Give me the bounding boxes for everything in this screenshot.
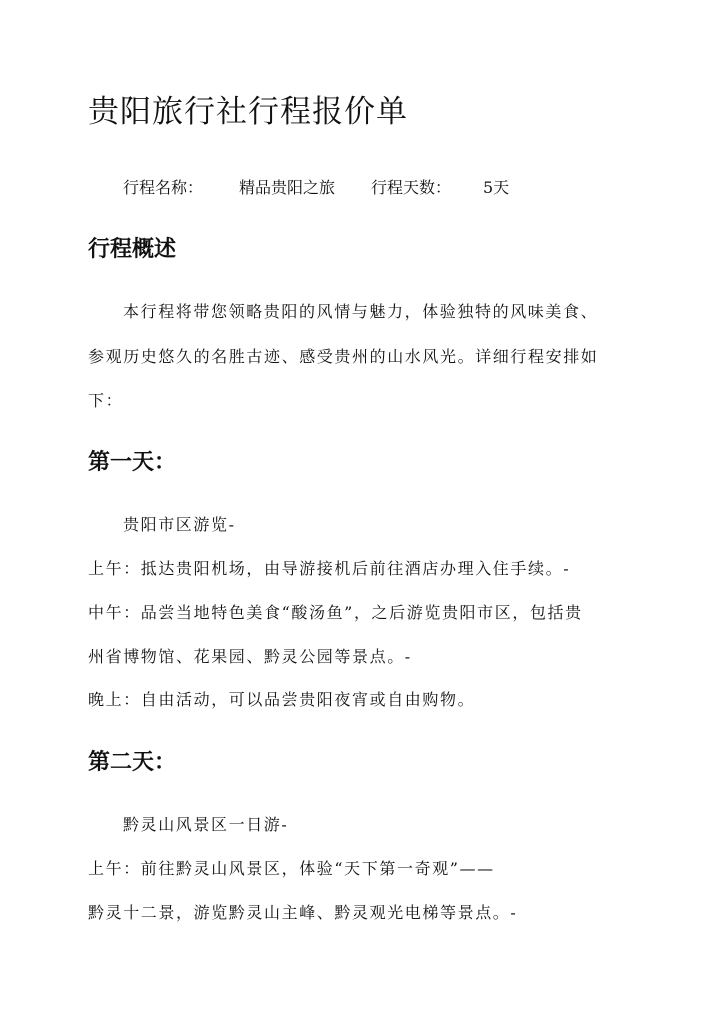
day1-heading: 第一天： [88, 449, 177, 475]
overview-line-1: 本行程将带您领略贵阳的风情与魅力，体验独特的风味美食、 [123, 302, 599, 321]
trip-days-label: 行程天数： [371, 178, 452, 197]
day1-line-4: 晚上：自由活动，可以品尝贵阳夜宵或自由购物。 [88, 690, 476, 709]
overview-line-3: 下： [88, 391, 124, 410]
trip-name-value: 精品贵阳之旅 [239, 178, 336, 197]
day2-heading: 第二天： [88, 749, 177, 775]
document-title: 贵阳旅行社行程报价单 [88, 94, 408, 130]
trip-days-value: 5天 [483, 178, 510, 197]
day1-line-2: 中午：品尝当地特色美食“酸汤鱼”，之后游览贵阳市区，包括贵 [88, 603, 583, 622]
day1-subtitle: 贵阳市区游览- [123, 515, 236, 534]
overview-line-2: 参观历史悠久的名胜古迹、感受贵州的山水风光。详细行程安排如 [88, 347, 599, 366]
day2-line-2: 黔灵十二景，游览黔灵山主峰、黔灵观光电梯等景点。- [88, 903, 518, 922]
overview-heading: 行程概述 [88, 236, 177, 262]
day2-line-1: 上午：前往黔灵山风景区，体验“天下第一奇观”—— [88, 859, 495, 878]
day1-line-1: 上午：抵达贵阳机场，由导游接机后前往酒店办理入住手续。- [88, 559, 571, 578]
trip-name-label: 行程名称： [123, 178, 204, 197]
day1-line-3: 州省博物馆、花果园、黔灵公园等景点。- [88, 647, 412, 666]
day2-subtitle: 黔灵山风景区一日游- [123, 815, 289, 834]
